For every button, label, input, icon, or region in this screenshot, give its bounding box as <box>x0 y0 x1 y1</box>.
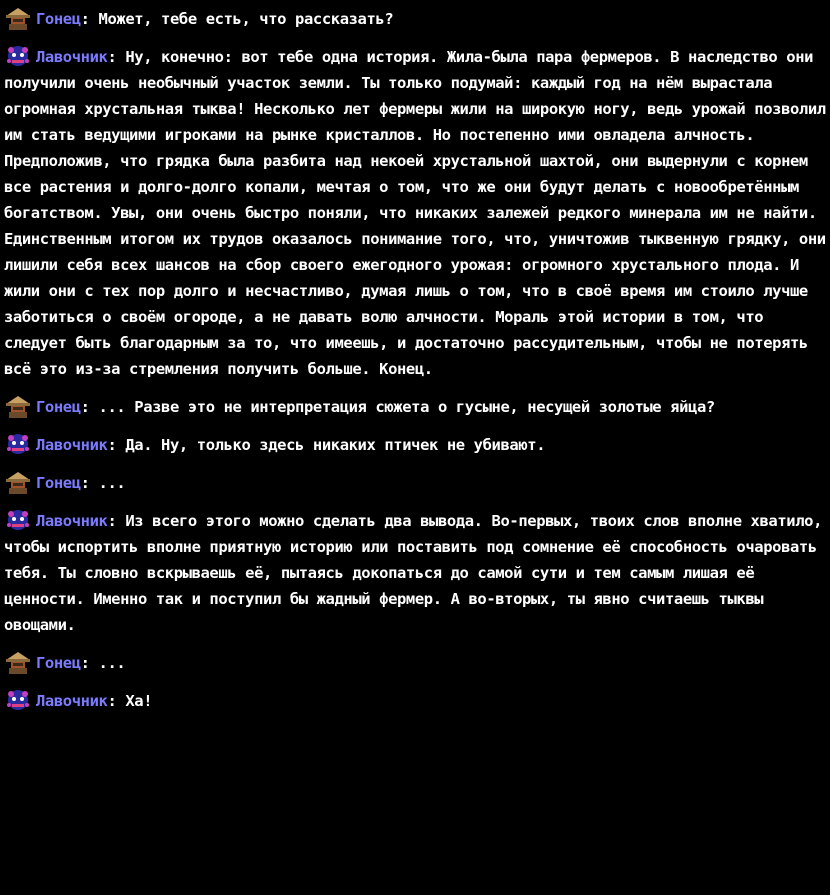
dialogue-line <box>4 508 826 638</box>
speaker-name: Гонец <box>36 398 81 416</box>
speaker-name: Лавочник <box>36 512 108 530</box>
dialogue-line <box>4 44 826 382</box>
dialogue-text: : ... Разве это не интерпретация сюжета о гусыне, несущей золотые яйца? <box>80 398 715 416</box>
speaker-name: Гонец <box>36 10 81 28</box>
dialogue-text: : Ха! <box>107 692 153 710</box>
speaker-name: Гонец <box>36 474 81 492</box>
shopkeeper-icon <box>4 688 32 712</box>
messenger-icon <box>4 394 32 418</box>
dialogue-log <box>4 0 826 714</box>
dialogue-text: : Из всего этого можно сделать два вывода. Во-первых, твоих слов вполне хватило, чтобы испортить вполне приятную историю или поставить под сомнение её способность очаровать тебя. Ты словно вскрываешь её, пытаясь докопаться до самой сути и тем самым лишая её ценности. Именно так и поступил бы жадный фермер. А во-вторых, ты явно считаешь тыквы овощами. <box>4 512 823 634</box>
messenger-icon <box>4 650 32 674</box>
dialogue-text: : Может, тебе есть, что рассказать? <box>80 10 394 28</box>
dialogue-text: : ... <box>80 474 126 492</box>
messenger-icon <box>4 470 32 494</box>
speaker-name: Лавочник <box>36 436 108 454</box>
dialogue-line <box>4 650 826 676</box>
dialogue-text: : Да. Ну, только здесь никаких птичек не убивают. <box>107 436 546 454</box>
dialogue-text: : Ну, конечно: вот тебе одна история. Жила-была пара фермеров. В наследство они получили очень необычный участок земли. Ты только подумай: каждый год на нём вырастала огромная хрустальная тыква! Несколько лет фермеры жили на широкую ногу, ведь урожай позволил им стать ведущими игроками на рынке кристаллов. Но постепенно ими овладела алчность. Предположив, что грядка была разбита над некоей хрустальной шахтой, они выдернули с корнем все растения и долго-долго копали, мечтая о том, что же они будут делать с новообретённым богатством. Увы, они очень быстро поняли, что никаких залежей редкого минерала им не найти. Единственным итогом их трудов оказалось понимание того, что, уничтожив тыквенную грядку, они лишили себя всех шансов на сбор своего ежегодного урожая: огромного хрустального плода. И жили они с тех пор долго и несчастливо, думая лишь о том, что в своё время им стоило лучше заботиться о своём огороде, а не давать волю алчности. Мораль этой истории в том, что следует быть благодарным за то, что имеешь, и достаточно рассудительным, чтобы не потерять всё это из-за стремления получить больше. Конец. <box>4 48 826 378</box>
shopkeeper-icon <box>4 432 32 456</box>
dialogue-text: : ... <box>80 654 126 672</box>
speaker-name: Лавочник <box>36 692 108 710</box>
messenger-icon <box>4 6 32 30</box>
dialogue-line <box>4 688 826 714</box>
dialogue-line <box>4 6 826 32</box>
shopkeeper-icon <box>4 44 32 68</box>
speaker-name: Гонец <box>36 654 81 672</box>
shopkeeper-icon <box>4 508 32 532</box>
dialogue-line <box>4 394 826 420</box>
dialogue-line <box>4 470 826 496</box>
speaker-name: Лавочник <box>36 48 108 66</box>
dialogue-line <box>4 432 826 458</box>
